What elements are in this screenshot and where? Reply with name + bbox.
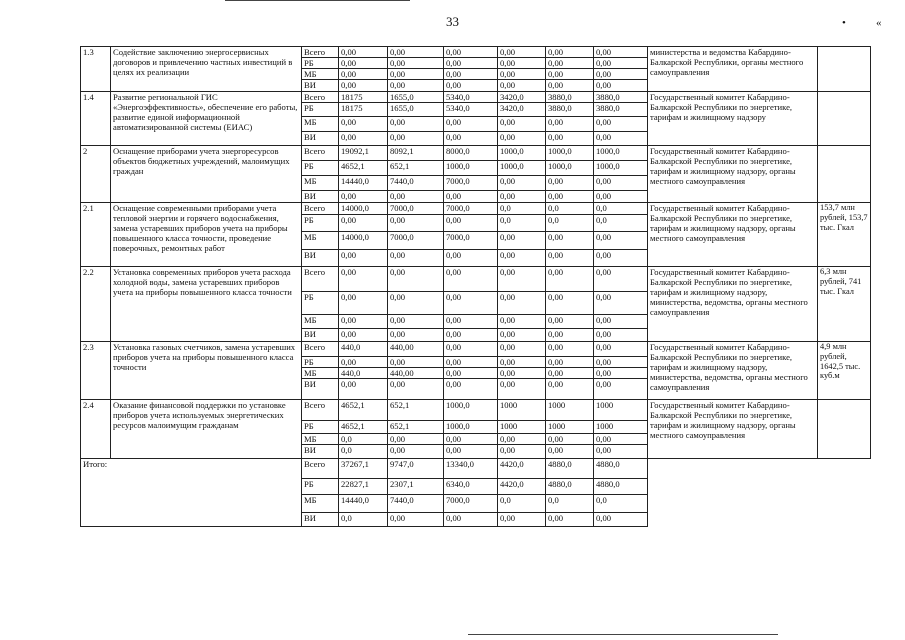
total-label: Итого: xyxy=(81,459,302,527)
funding-value: 8000,0 xyxy=(444,145,498,160)
funding-value: 652,1 xyxy=(388,160,444,175)
responsible-executors: Государственный комитет Кабардино-Балкарской Республики по энергетике, тарифам и жилищному надзору xyxy=(648,91,818,145)
funding-value: 0,00 xyxy=(594,58,648,69)
funding-value: 0,00 xyxy=(594,314,648,328)
table-row xyxy=(81,47,871,58)
funding-source: ВИ xyxy=(302,513,339,527)
funding-value: 0,00 xyxy=(444,80,498,91)
total-value: 4880,0 xyxy=(594,459,648,479)
funding-value: 0,00 xyxy=(444,356,498,367)
funding-value: 0,00 xyxy=(546,314,594,328)
funding-value: 0,00 xyxy=(388,378,444,399)
funding-value: 14000,0 xyxy=(339,231,388,249)
funding-value: 0,00 xyxy=(339,378,388,399)
total-value: 13340,0 xyxy=(444,459,498,479)
funding-value: 3880,0 xyxy=(546,91,594,102)
funding-value: 1000 xyxy=(546,399,594,420)
responsible-executors: Государственный комитет Кабардино-Балкарской Республики по энергетике, тарифам и жилищному надзору, министерства, ведомства, органы местного самоуправления xyxy=(648,266,818,341)
funding-value: 0,00 xyxy=(594,367,648,378)
total-value: 0,00 xyxy=(546,513,594,527)
funding-source: РБ xyxy=(302,58,339,69)
total-value: 4880,0 xyxy=(594,479,648,495)
funding-value: 1000 xyxy=(498,399,546,420)
funding-value: 440,00 xyxy=(388,367,444,378)
funding-value: 19092,1 xyxy=(339,145,388,160)
total-value: 37267,1 xyxy=(339,459,388,479)
funding-source: МБ xyxy=(302,495,339,513)
funding-value: 0,00 xyxy=(388,314,444,328)
funding-value: 0,0 xyxy=(339,445,388,459)
funding-value: 0,00 xyxy=(594,116,648,131)
funding-source: РБ xyxy=(302,214,339,231)
funding-value: 0,00 xyxy=(498,58,546,69)
funding-value: 0,00 xyxy=(546,47,594,58)
table-body xyxy=(81,47,871,527)
scan-mark-quote: « xyxy=(876,17,882,29)
total-value: 7000,0 xyxy=(444,495,498,513)
funding-value: 0,00 xyxy=(339,356,388,367)
total-value: 2307,1 xyxy=(388,479,444,495)
funding-value: 0,00 xyxy=(444,378,498,399)
measure-description: Оснащение приборами учета энергоресурсов объектов бюджетных учреждений, малоимущих граждан xyxy=(111,145,302,202)
funding-value: 0,00 xyxy=(498,190,546,202)
funding-value: 1000,0 xyxy=(498,145,546,160)
funding-value: 0,00 xyxy=(594,433,648,444)
item-number: 2.2 xyxy=(81,266,111,341)
scan-mark-dot: • xyxy=(842,17,846,29)
funding-value: 0,00 xyxy=(546,116,594,131)
funding-value: 0,00 xyxy=(594,291,648,314)
funding-value: 0,00 xyxy=(498,445,546,459)
item-number: 2.1 xyxy=(81,202,111,266)
item-number: 1.4 xyxy=(81,91,111,145)
funding-value: 0,00 xyxy=(444,314,498,328)
item-number: 2.3 xyxy=(81,341,111,399)
funding-value: 0,00 xyxy=(444,367,498,378)
funding-source: Всего xyxy=(302,399,339,420)
funding-value: 5340,0 xyxy=(444,91,498,102)
funding-source: Всего xyxy=(302,145,339,160)
funding-value: 0,0 xyxy=(546,214,594,231)
funding-value: 0,00 xyxy=(546,231,594,249)
funding-value: 1655,0 xyxy=(388,91,444,102)
measure-description: Развитие региональной ГИС «Энергоэффективность», обеспечение его работы, развитие единой информационной автоматизированной системы (ЕИАС) xyxy=(111,91,302,145)
funding-value: 0,00 xyxy=(339,249,388,266)
item-number: 2.4 xyxy=(81,399,111,458)
funding-value: 0,00 xyxy=(594,175,648,190)
funding-value: 0,0 xyxy=(546,202,594,214)
funding-value: 0,00 xyxy=(498,314,546,328)
funding-value: 0,00 xyxy=(388,47,444,58)
total-value: 22827,1 xyxy=(339,479,388,495)
funding-value: 0,00 xyxy=(498,231,546,249)
expected-result xyxy=(818,91,871,145)
funding-value: 0,00 xyxy=(339,131,388,145)
funding-value: 0,00 xyxy=(546,378,594,399)
funding-value: 0,00 xyxy=(444,328,498,341)
table-row xyxy=(81,202,871,214)
total-value: 7440,0 xyxy=(388,495,444,513)
bottom-edge-scrap xyxy=(468,634,778,635)
total-value: 9747,0 xyxy=(388,459,444,479)
funding-value: 1000 xyxy=(546,420,594,433)
funding-source: Всего xyxy=(302,459,339,479)
funding-source: МБ xyxy=(302,231,339,249)
total-value: 4420,0 xyxy=(498,459,546,479)
table-row xyxy=(81,266,871,291)
funding-value: 0,00 xyxy=(388,445,444,459)
funding-value: 0,00 xyxy=(498,291,546,314)
funding-value: 1000,0 xyxy=(594,145,648,160)
measure-description: Установка газовых счетчиков, замена устаревших приборов учета на приборы повышенного класса точности xyxy=(111,341,302,399)
funding-source: МБ xyxy=(302,433,339,444)
funding-value: 0,00 xyxy=(546,249,594,266)
funding-value: 0,00 xyxy=(594,356,648,367)
funding-source: РБ xyxy=(302,160,339,175)
funding-value: 3880,0 xyxy=(594,91,648,102)
funding-source: ВИ xyxy=(302,328,339,341)
expected-result xyxy=(818,145,871,202)
funding-value: 0,00 xyxy=(498,131,546,145)
total-value: 0,00 xyxy=(444,513,498,527)
expected-result xyxy=(818,399,871,458)
funding-source: Всего xyxy=(302,91,339,102)
measure-description: Оснащение современными приборами учета тепловой энергии и горячего водоснабжения, замена устаревших приборов учета на приборы повышенного класса точности, проведение поверочных, ремонтных работ xyxy=(111,202,302,266)
funding-value: 1000,0 xyxy=(444,399,498,420)
funding-value: 0,00 xyxy=(546,131,594,145)
funding-value: 4652,1 xyxy=(339,160,388,175)
funding-value: 0,00 xyxy=(339,69,388,80)
funding-value: 0,00 xyxy=(444,69,498,80)
funding-source: ВИ xyxy=(302,131,339,145)
funding-source: ВИ xyxy=(302,378,339,399)
funding-value: 0,00 xyxy=(339,47,388,58)
total-value: 14440,0 xyxy=(339,495,388,513)
funding-value: 3880,0 xyxy=(594,102,648,116)
funding-value: 14000,0 xyxy=(339,202,388,214)
funding-value: 0,00 xyxy=(339,214,388,231)
funding-value: 0,00 xyxy=(388,214,444,231)
funding-value: 7000,0 xyxy=(444,175,498,190)
funding-value: 3880,0 xyxy=(546,102,594,116)
measure-description: Оказание финансовой поддержки по установке приборов учета используемых энергетических ресурсов малоимущим гражданам xyxy=(111,399,302,458)
funding-value: 0,00 xyxy=(594,249,648,266)
funding-value: 0,00 xyxy=(546,445,594,459)
funding-value: 0,00 xyxy=(444,445,498,459)
funding-value: 0,00 xyxy=(594,341,648,356)
funding-value: 7440,0 xyxy=(388,175,444,190)
funding-value: 0,00 xyxy=(388,433,444,444)
funding-value: 0,00 xyxy=(546,367,594,378)
funding-value: 0,00 xyxy=(498,47,546,58)
funding-value: 0,00 xyxy=(388,266,444,291)
funding-value: 7000,0 xyxy=(388,231,444,249)
funding-value: 0,00 xyxy=(546,266,594,291)
funding-source: МБ xyxy=(302,116,339,131)
funding-value: 0,00 xyxy=(498,249,546,266)
funding-value: 0,00 xyxy=(546,58,594,69)
funding-value: 0,00 xyxy=(546,190,594,202)
top-edge-scrap xyxy=(225,0,410,1)
funding-value: 0,00 xyxy=(498,80,546,91)
funding-value: 0,0 xyxy=(498,214,546,231)
responsible-executors: Государственный комитет Кабардино-Балкарской Республики по энергетике, тарифам и жилищному надзору, органы местного самоуправления xyxy=(648,399,818,458)
funding-value: 440,00 xyxy=(388,341,444,356)
funding-value: 0,00 xyxy=(388,190,444,202)
funding-value: 0,00 xyxy=(498,367,546,378)
funding-value: 0,00 xyxy=(546,69,594,80)
funding-value: 0,00 xyxy=(339,80,388,91)
funding-value: 0,00 xyxy=(498,378,546,399)
program-table xyxy=(80,46,871,527)
responsible-executors: Государственный комитет Кабардино-Балкарской Республики по энергетике, тарифам и жилищному надзору, органы местного самоуправления xyxy=(648,202,818,266)
total-value: 6340,0 xyxy=(444,479,498,495)
funding-source: МБ xyxy=(302,175,339,190)
funding-source: МБ xyxy=(302,69,339,80)
total-value: 0,0 xyxy=(339,513,388,527)
funding-value: 18175 xyxy=(339,102,388,116)
funding-value: 1000 xyxy=(594,420,648,433)
measure-description: Содействие заключению энергосервисных договоров и привлечению частных инвестиций в целях их реализации xyxy=(111,47,302,92)
total-empty-cell xyxy=(648,459,871,527)
funding-value: 0,00 xyxy=(594,378,648,399)
expected-result: 4,9 млн рублей, 1642,5 тыс. куб.м xyxy=(818,341,871,399)
funding-source: ВИ xyxy=(302,190,339,202)
funding-value: 0,00 xyxy=(444,116,498,131)
funding-value: 0,00 xyxy=(594,328,648,341)
table-row xyxy=(81,91,871,102)
funding-value: 0,00 xyxy=(444,214,498,231)
responsible-executors: министерства и ведомства Кабардино-Балкарской Республики, органы местного самоуправления xyxy=(648,47,818,92)
funding-value: 0,00 xyxy=(546,433,594,444)
funding-value: 1000,0 xyxy=(444,160,498,175)
funding-value: 0,00 xyxy=(594,266,648,291)
funding-value: 1000,0 xyxy=(498,160,546,175)
total-value: 0,0 xyxy=(594,495,648,513)
page-number: 33 xyxy=(446,14,459,29)
funding-value: 1000 xyxy=(498,420,546,433)
funding-source: ВИ xyxy=(302,249,339,266)
funding-value: 0,00 xyxy=(444,341,498,356)
funding-value: 0,0 xyxy=(594,202,648,214)
table-row xyxy=(81,145,871,160)
funding-value: 0,00 xyxy=(498,341,546,356)
funding-source: РБ xyxy=(302,102,339,116)
funding-source: Всего xyxy=(302,341,339,356)
funding-value: 440,0 xyxy=(339,341,388,356)
funding-value: 0,00 xyxy=(388,69,444,80)
funding-value: 1000 xyxy=(594,399,648,420)
funding-value: 0,00 xyxy=(546,80,594,91)
funding-source: Всего xyxy=(302,266,339,291)
funding-value: 0,00 xyxy=(546,328,594,341)
measure-description: Установка современных приборов учета расхода холодной воды, замена устаревших приборов учета на приборы повышенного класса точности xyxy=(111,266,302,341)
funding-value: 1000,0 xyxy=(444,420,498,433)
responsible-executors: Государственный комитет Кабардино-Балкарской Республики по энергетике, тарифам и жилищному надзору, органы местного самоуправления xyxy=(648,145,818,202)
total-value: 0,00 xyxy=(594,513,648,527)
total-value: 0,00 xyxy=(388,513,444,527)
funding-value: 0,00 xyxy=(444,291,498,314)
funding-value: 0,00 xyxy=(546,175,594,190)
table-row xyxy=(81,399,871,420)
funding-source: Всего xyxy=(302,47,339,58)
funding-value: 3420,0 xyxy=(498,102,546,116)
funding-value: 7000,0 xyxy=(388,202,444,214)
funding-value: 0,00 xyxy=(498,116,546,131)
funding-value: 0,00 xyxy=(339,291,388,314)
funding-value: 0,00 xyxy=(388,58,444,69)
funding-value: 1000,0 xyxy=(546,145,594,160)
funding-source: ВИ xyxy=(302,445,339,459)
funding-value: 0,00 xyxy=(388,249,444,266)
funding-value: 0,0 xyxy=(339,433,388,444)
funding-value: 0,00 xyxy=(388,131,444,145)
funding-value: 7000,0 xyxy=(444,202,498,214)
total-value: 0,0 xyxy=(546,495,594,513)
funding-value: 0,00 xyxy=(498,433,546,444)
funding-value: 0,00 xyxy=(444,249,498,266)
item-number: 2 xyxy=(81,145,111,202)
funding-value: 0,00 xyxy=(594,445,648,459)
funding-value: 0,00 xyxy=(444,58,498,69)
table-row xyxy=(81,341,871,356)
funding-value: 0,00 xyxy=(444,47,498,58)
total-value: 0,0 xyxy=(498,495,546,513)
item-number: 1.3 xyxy=(81,47,111,92)
funding-value: 652,1 xyxy=(388,399,444,420)
funding-value: 0,00 xyxy=(444,190,498,202)
funding-value: 0,00 xyxy=(498,328,546,341)
funding-value: 1000,0 xyxy=(546,160,594,175)
funding-value: 0,00 xyxy=(498,356,546,367)
funding-value: 7000,0 xyxy=(444,231,498,249)
funding-value: 14440,0 xyxy=(339,175,388,190)
funding-value: 0,00 xyxy=(444,131,498,145)
total-value: 4880,0 xyxy=(546,459,594,479)
funding-value: 0,00 xyxy=(339,266,388,291)
funding-source: МБ xyxy=(302,367,339,378)
funding-value: 0,00 xyxy=(546,356,594,367)
funding-value: 0,00 xyxy=(339,328,388,341)
funding-value: 0,00 xyxy=(594,231,648,249)
funding-source: РБ xyxy=(302,291,339,314)
funding-value: 0,00 xyxy=(594,131,648,145)
funding-value: 0,00 xyxy=(594,47,648,58)
funding-value: 0,00 xyxy=(339,58,388,69)
funding-source: ВИ xyxy=(302,80,339,91)
funding-source: РБ xyxy=(302,356,339,367)
funding-value: 0,00 xyxy=(498,69,546,80)
expected-result: 153,7 млн рублей, 153,7 тыс. Гкал xyxy=(818,202,871,266)
funding-value: 0,00 xyxy=(594,80,648,91)
funding-value: 0,00 xyxy=(594,69,648,80)
funding-source: РБ xyxy=(302,420,339,433)
funding-value: 0,0 xyxy=(498,202,546,214)
funding-value: 18175 xyxy=(339,91,388,102)
funding-value: 0,00 xyxy=(388,328,444,341)
total-value: 4420,0 xyxy=(498,479,546,495)
funding-value: 0,00 xyxy=(498,266,546,291)
funding-value: 0,00 xyxy=(546,291,594,314)
expected-result: 6,3 млн рублей, 741 тыс. Гкал xyxy=(818,266,871,341)
total-value: 0,00 xyxy=(498,513,546,527)
funding-source: РБ xyxy=(302,479,339,495)
funding-value: 0,00 xyxy=(388,291,444,314)
funding-value: 0,00 xyxy=(388,116,444,131)
funding-value: 0,0 xyxy=(594,214,648,231)
responsible-executors: Государственный комитет Кабардино-Балкарской Республики по энергетике, тарифам и жилищному надзору, министерства, ведомства, органы местного самоуправления xyxy=(648,341,818,399)
funding-value: 0,00 xyxy=(444,433,498,444)
funding-value: 652,1 xyxy=(388,420,444,433)
funding-value: 0,00 xyxy=(546,341,594,356)
expected-result xyxy=(818,47,871,92)
funding-value: 0,00 xyxy=(339,314,388,328)
funding-value: 5340,0 xyxy=(444,102,498,116)
funding-value: 0,00 xyxy=(594,190,648,202)
total-row xyxy=(81,459,871,479)
funding-value: 1655,0 xyxy=(388,102,444,116)
funding-value: 1000,0 xyxy=(594,160,648,175)
funding-value: 440,0 xyxy=(339,367,388,378)
funding-value: 8092,1 xyxy=(388,145,444,160)
funding-value: 4652,1 xyxy=(339,399,388,420)
funding-value: 0,00 xyxy=(444,266,498,291)
funding-value: 4652,1 xyxy=(339,420,388,433)
funding-value: 0,00 xyxy=(388,356,444,367)
funding-value: 0,00 xyxy=(339,190,388,202)
funding-source: МБ xyxy=(302,314,339,328)
funding-value: 0,00 xyxy=(388,80,444,91)
funding-value: 0,00 xyxy=(339,116,388,131)
funding-value: 0,00 xyxy=(498,175,546,190)
funding-value: 3420,0 xyxy=(498,91,546,102)
total-value: 4880,0 xyxy=(546,479,594,495)
funding-source: Всего xyxy=(302,202,339,214)
